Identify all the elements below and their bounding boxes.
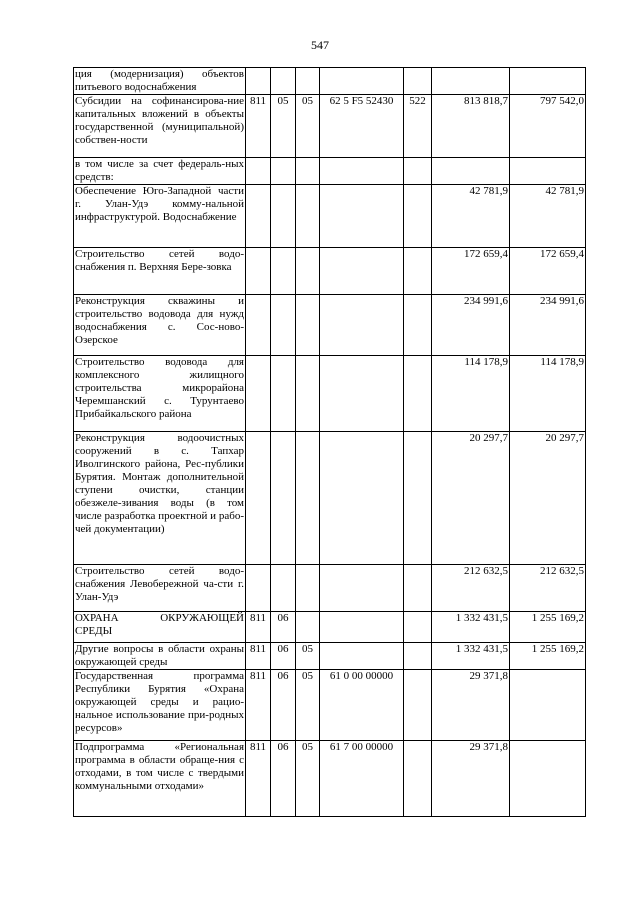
table-row (74, 643, 586, 670)
table-body (74, 68, 586, 817)
section-code-cell (271, 565, 296, 612)
target-article-cell: 62 5 F5 52430 (320, 95, 404, 158)
admin-code-cell: 811 (246, 670, 271, 741)
section-code-cell: 06 (271, 670, 296, 741)
admin-code-cell (246, 295, 271, 356)
amount-year2-cell: 42 781,9 (510, 185, 586, 248)
admin-code-cell: 811 (246, 643, 271, 670)
table-row (74, 356, 586, 432)
amount-year2-cell: 234 991,6 (510, 295, 586, 356)
subsection-code-cell (296, 295, 320, 356)
section-code-cell (271, 158, 296, 185)
amount-year1-cell: 20 297,7 (432, 432, 510, 565)
row-name-cell: в том числе за счет федераль-ных средств: (75, 158, 244, 183)
subsection-code-cell (296, 158, 320, 185)
table-row (74, 68, 586, 95)
row-name-cell: Обеспечение Юго-Западной части г. Улан-Удэ комму-нальной инфраструктурой. Водоснабжение (74, 185, 246, 248)
expense-type-cell (404, 565, 432, 612)
section-code-cell (271, 295, 296, 356)
expense-type-cell (404, 248, 432, 295)
admin-code-cell (246, 565, 271, 612)
amount-year2-cell: 797 542,0 (510, 95, 586, 158)
row-name-cell: Строительство водовода для комплексного жилищного строительства микрорайона Черемшанский с. Турунтаево Прибайкальского района (74, 356, 246, 432)
table-row (74, 612, 586, 643)
subsection-code-cell (296, 565, 320, 612)
table-row (74, 295, 586, 356)
section-code-cell (271, 432, 296, 565)
table-row (74, 432, 586, 565)
section-code-cell (271, 68, 296, 95)
expense-type-cell (404, 185, 432, 248)
amount-year2-cell: 1 255 169,2 (510, 612, 586, 643)
amount-year1-cell (432, 158, 510, 185)
amount-year1-cell: 1 332 431,5 (432, 643, 510, 670)
amount-year1-cell (432, 68, 510, 95)
amount-year2-cell: 212 632,5 (510, 565, 586, 612)
target-article-cell: 61 7 00 00000 (320, 741, 404, 817)
budget-table (73, 67, 586, 817)
row-name-cell: ция (модернизация) объектов питьевого водоснабжения (75, 68, 244, 93)
expense-type-cell (404, 356, 432, 432)
section-code-cell: 06 (271, 612, 296, 643)
expense-type-cell (404, 68, 432, 95)
section-code-cell: 05 (271, 95, 296, 158)
target-article-cell (320, 565, 404, 612)
table-row (74, 741, 586, 817)
section-code-cell: 06 (271, 643, 296, 670)
expense-type-cell (404, 670, 432, 741)
target-article-cell: 61 0 00 00000 (320, 670, 404, 741)
target-article-cell (320, 68, 404, 95)
amount-year2-cell (510, 158, 586, 185)
table-row (74, 158, 586, 185)
target-article-cell (320, 185, 404, 248)
row-name-cell: ОХРАНА ОКРУЖАЮЩЕЙ СРЕДЫ (74, 612, 246, 643)
table-row (74, 248, 586, 295)
amount-year2-cell (510, 741, 586, 817)
subsection-code-cell: 05 (296, 741, 320, 817)
amount-year1-cell: 813 818,7 (432, 95, 510, 158)
section-code-cell: 06 (271, 741, 296, 817)
table-row (74, 565, 586, 612)
amount-year2-cell (510, 670, 586, 741)
page-number: 547 (311, 38, 329, 52)
admin-code-cell: 811 (246, 95, 271, 158)
subsection-code-cell (296, 432, 320, 565)
amount-year2-cell: 20 297,7 (510, 432, 586, 565)
amount-year1-cell: 212 632,5 (432, 565, 510, 612)
target-article-cell (320, 643, 404, 670)
target-article-cell (320, 158, 404, 185)
amount-year1-cell: 172 659,4 (432, 248, 510, 295)
section-code-cell (271, 185, 296, 248)
expense-type-cell (404, 612, 432, 643)
admin-code-cell (246, 248, 271, 295)
row-name-cell: Строительство сетей водо-снабжения Левобережной ча-сти г. Улан-Удэ (74, 565, 246, 612)
row-name-cell: Строительство сетей водо-снабжения п. Верхняя Бере-зовка (74, 248, 246, 295)
admin-code-cell (246, 185, 271, 248)
row-name-cell: Субсидии на софинансирова-ние капитальных вложений в объекты государственной (муниципальной) собствен-ности (74, 95, 246, 158)
table-row (74, 185, 586, 248)
expense-type-cell (404, 643, 432, 670)
row-name-cell: Государственная программа Республики Бурятия «Охрана окружающей среды и рацио-нальное использование при-родных ресурсов» (74, 670, 246, 741)
subsection-code-cell: 05 (296, 95, 320, 158)
row-name-cell: Реконструкция скважины и строительство водовода для нужд водоснабжения с. Сос-ново-Озерское (74, 295, 246, 356)
target-article-cell (320, 356, 404, 432)
subsection-code-cell (296, 248, 320, 295)
table-row (74, 670, 586, 741)
amount-year1-cell: 114 178,9 (432, 356, 510, 432)
amount-year1-cell: 42 781,9 (432, 185, 510, 248)
amount-year1-cell: 29 371,8 (432, 670, 510, 741)
admin-code-cell (246, 356, 271, 432)
amount-year2-cell: 1 255 169,2 (510, 643, 586, 670)
target-article-cell (320, 248, 404, 295)
expense-type-cell (404, 741, 432, 817)
expense-type-cell: 522 (404, 95, 432, 158)
row-name-cell: Подпрограмма «Региональная программа в области обраще-ния с отходами, в том числе с твердыми коммунальными отходами» (74, 741, 246, 817)
subsection-code-cell: 05 (296, 670, 320, 741)
expense-type-cell (404, 158, 432, 185)
amount-year1-cell: 29 371,8 (432, 741, 510, 817)
target-article-cell (320, 612, 404, 643)
row-name-cell: Реконструкция водоочистных сооружений в с. Тапхар Иволгинского района, Рес-публики Бурятия. Монтаж дополнительной ступени очистки, станции обезжеле-зивания воды (в том числе разработка проектной и рабо-чей документации) (74, 432, 246, 565)
admin-code-cell: 811 (246, 741, 271, 817)
admin-code-cell (246, 68, 271, 95)
section-code-cell (271, 248, 296, 295)
admin-code-cell: 811 (246, 612, 271, 643)
amount-year1-cell: 1 332 431,5 (432, 612, 510, 643)
subsection-code-cell (296, 68, 320, 95)
target-article-cell (320, 295, 404, 356)
expense-type-cell (404, 295, 432, 356)
table-row (74, 95, 586, 158)
section-code-cell (271, 356, 296, 432)
admin-code-cell (246, 432, 271, 565)
amount-year1-cell: 234 991,6 (432, 295, 510, 356)
amount-year2-cell: 114 178,9 (510, 356, 586, 432)
amount-year2-cell: 172 659,4 (510, 248, 586, 295)
subsection-code-cell (296, 185, 320, 248)
target-article-cell (320, 432, 404, 565)
expense-type-cell (404, 432, 432, 565)
admin-code-cell (246, 158, 271, 185)
subsection-code-cell (296, 612, 320, 643)
subsection-code-cell: 05 (296, 643, 320, 670)
amount-year2-cell (510, 68, 586, 95)
row-name-cell: Другие вопросы в области охраны окружающей среды (75, 643, 244, 668)
subsection-code-cell (296, 356, 320, 432)
